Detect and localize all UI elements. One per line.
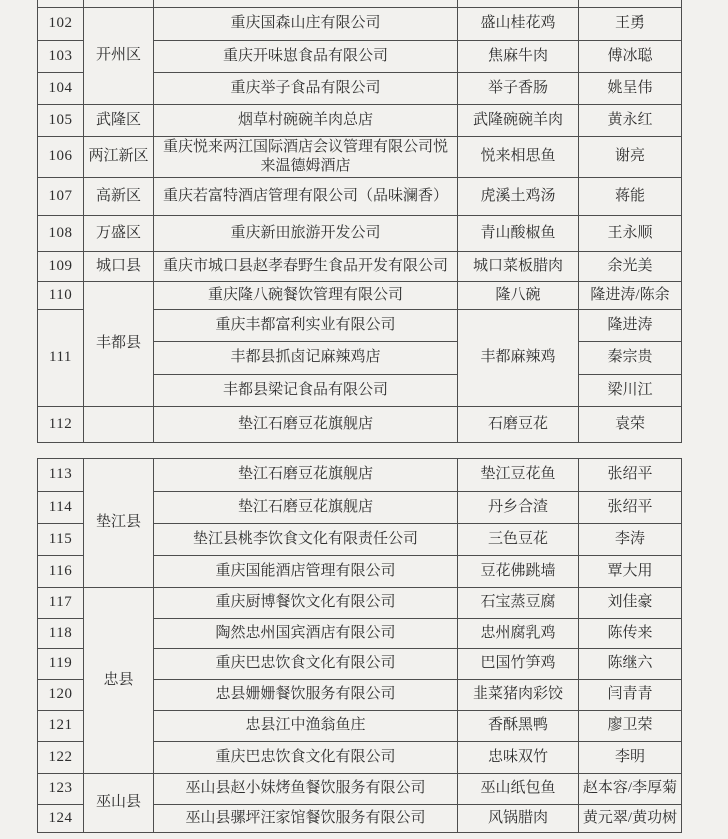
no-cell: 102	[38, 7, 84, 40]
dish-cell: 忠味双竹	[458, 741, 579, 773]
partial-company-cell	[154, 0, 458, 7]
district-cell: 两江新区	[84, 136, 154, 177]
dish-cell: 盛山桂花鸡	[458, 7, 579, 40]
company-cell: 垫江石磨豆花旗舰店	[154, 491, 458, 523]
no-cell: 111	[38, 309, 84, 406]
table-row	[38, 7, 682, 40]
name-cell: 陈继六	[579, 648, 682, 679]
no-cell: 104	[38, 72, 84, 104]
dish-cell: 石宝蒸豆腐	[458, 587, 579, 618]
table-row	[38, 136, 682, 177]
no-cell: 106	[38, 136, 84, 177]
no-cell: 107	[38, 177, 84, 215]
name-cell: 闫青青	[579, 679, 682, 710]
no-cell: 103	[38, 40, 84, 72]
dish-cell: 垫江豆花鱼	[458, 458, 579, 491]
table-row	[38, 406, 682, 442]
name-cell: 傅冰聪	[579, 40, 682, 72]
no-cell: 110	[38, 281, 84, 309]
dish-cell: 三色豆花	[458, 523, 579, 555]
dish-cell: 石磨豆花	[458, 406, 579, 442]
company-cell: 重庆新田旅游开发公司	[154, 215, 458, 251]
company-cell: 重庆国能酒店管理有限公司	[154, 555, 458, 587]
no-cell: 118	[38, 618, 84, 648]
no-cell: 109	[38, 251, 84, 281]
company-cell: 陶然忠州国宾酒店有限公司	[154, 618, 458, 648]
district-cell: 开州区	[84, 7, 154, 104]
no-cell: 122	[38, 741, 84, 773]
no-cell: 120	[38, 679, 84, 710]
company-cell: 重庆若富特酒店管理有限公司（品味澜香）	[154, 177, 458, 215]
company-cell: 丰都县梁记食品有限公司	[154, 374, 458, 406]
dish-cell: 风锅腊肉	[458, 804, 579, 832]
name-cell: 王永顺	[579, 215, 682, 251]
dish-cell: 韭菜猪肉彩饺	[458, 679, 579, 710]
partial-no-cell	[38, 0, 84, 7]
name-cell: 王勇	[579, 7, 682, 40]
no-cell: 114	[38, 491, 84, 523]
dish-cell: 丹乡合渣	[458, 491, 579, 523]
no-cell: 108	[38, 215, 84, 251]
name-cell: 廖卫荣	[579, 710, 682, 741]
dish-cell: 焦麻牛肉	[458, 40, 579, 72]
name-cell: 覃大用	[579, 555, 682, 587]
name-cell: 黄元翠/黄功树	[579, 804, 682, 832]
name-cell: 袁荣	[579, 406, 682, 442]
name-cell: 余光美	[579, 251, 682, 281]
company-cell: 丰都县抓卤记麻辣鸡店	[154, 341, 458, 374]
dish-cell: 巴国竹笋鸡	[458, 648, 579, 679]
name-cell: 赵本容/李厚菊	[579, 773, 682, 804]
table-row	[38, 215, 682, 251]
table-row	[38, 281, 682, 309]
no-cell: 124	[38, 804, 84, 832]
name-cell: 梁川江	[579, 374, 682, 406]
district-cell: 武隆区	[84, 104, 154, 136]
company-cell: 重庆举子食品有限公司	[154, 72, 458, 104]
name-cell: 李明	[579, 741, 682, 773]
ranking-table-section-upper	[37, 0, 682, 443]
district-cell: 巫山县	[84, 773, 154, 832]
dish-cell: 举子香肠	[458, 72, 579, 104]
company-cell: 垫江石磨豆花旗舰店	[154, 458, 458, 491]
district-cell: 城口县	[84, 251, 154, 281]
company-cell: 巫山县赵小妹烤鱼餐饮服务有限公司	[154, 773, 458, 804]
no-cell: 115	[38, 523, 84, 555]
no-cell: 123	[38, 773, 84, 804]
company-cell: 烟草村碗碗羊肉总店	[154, 104, 458, 136]
district-cell: 垫江县	[84, 458, 154, 587]
company-cell: 忠县江中渔翁鱼庄	[154, 710, 458, 741]
table-row	[38, 104, 682, 136]
company-cell: 巫山县骡坪汪家馆餐饮服务有限公司	[154, 804, 458, 832]
name-cell: 黄永红	[579, 104, 682, 136]
dish-cell: 悦来相思鱼	[458, 136, 579, 177]
name-cell: 李涛	[579, 523, 682, 555]
name-cell: 姚呈伟	[579, 72, 682, 104]
name-cell: 谢亮	[579, 136, 682, 177]
section-gap	[0, 443, 728, 458]
name-cell: 张绍平	[579, 458, 682, 491]
no-cell: 117	[38, 587, 84, 618]
no-cell: 112	[38, 406, 84, 442]
table-row	[38, 458, 682, 491]
district-cell	[84, 406, 154, 442]
district-cell: 高新区	[84, 177, 154, 215]
table-row	[38, 251, 682, 281]
partial-name-cell	[579, 0, 682, 7]
company-cell: 重庆巴忠饮食文化有限公司	[154, 741, 458, 773]
company-cell: 重庆隆八碗餐饮管理有限公司	[154, 281, 458, 309]
dish-cell: 隆八碗	[458, 281, 579, 309]
dish-cell: 青山酸椒鱼	[458, 215, 579, 251]
name-cell: 隆进涛/陈余	[579, 281, 682, 309]
name-cell: 隆进涛	[579, 309, 682, 341]
district-cell: 忠县	[84, 587, 154, 773]
company-cell: 重庆市城口县赵孝春野生食品开发有限公司	[154, 251, 458, 281]
company-cell: 重庆国森山庄有限公司	[154, 7, 458, 40]
name-cell: 陈传来	[579, 618, 682, 648]
name-cell: 秦宗贵	[579, 341, 682, 374]
district-cell: 万盛区	[84, 215, 154, 251]
no-cell: 113	[38, 458, 84, 491]
dish-cell: 武隆碗碗羊肉	[458, 104, 579, 136]
dish-cell: 丰都麻辣鸡	[458, 309, 579, 406]
company-cell: 重庆巴忠饮食文化有限公司	[154, 648, 458, 679]
dish-cell: 香酥黑鸭	[458, 710, 579, 741]
partial-district-cell	[84, 0, 154, 7]
no-cell: 119	[38, 648, 84, 679]
no-cell: 105	[38, 104, 84, 136]
no-cell: 121	[38, 710, 84, 741]
dish-cell: 城口菜板腊肉	[458, 251, 579, 281]
name-cell: 张绍平	[579, 491, 682, 523]
no-cell: 116	[38, 555, 84, 587]
company-cell: 垫江县桃李饮食文化有限责任公司	[154, 523, 458, 555]
company-cell: 垫江石磨豆花旗舰店	[154, 406, 458, 442]
dish-cell: 巫山纸包鱼	[458, 773, 579, 804]
company-cell: 重庆开味崽食品有限公司	[154, 40, 458, 72]
company-cell: 重庆丰都富利实业有限公司	[154, 309, 458, 341]
name-cell: 刘佳豪	[579, 587, 682, 618]
dish-cell: 虎溪土鸡汤	[458, 177, 579, 215]
table-row	[38, 177, 682, 215]
table-row	[38, 773, 682, 804]
ranking-table-section-lower	[37, 458, 682, 833]
name-cell: 蒋能	[579, 177, 682, 215]
dish-cell: 忠州腐乳鸡	[458, 618, 579, 648]
company-cell: 重庆厨博餐饮文化有限公司	[154, 587, 458, 618]
district-cell: 丰都县	[84, 281, 154, 406]
table-row	[38, 587, 682, 618]
dish-cell: 豆花佛跳墙	[458, 555, 579, 587]
partial-dish-cell	[458, 0, 579, 7]
company-cell: 重庆悦来两江国际酒店会议管理有限公司悦来温德姆酒店	[154, 136, 458, 177]
company-cell: 忠县姗姗餐饮服务有限公司	[154, 679, 458, 710]
